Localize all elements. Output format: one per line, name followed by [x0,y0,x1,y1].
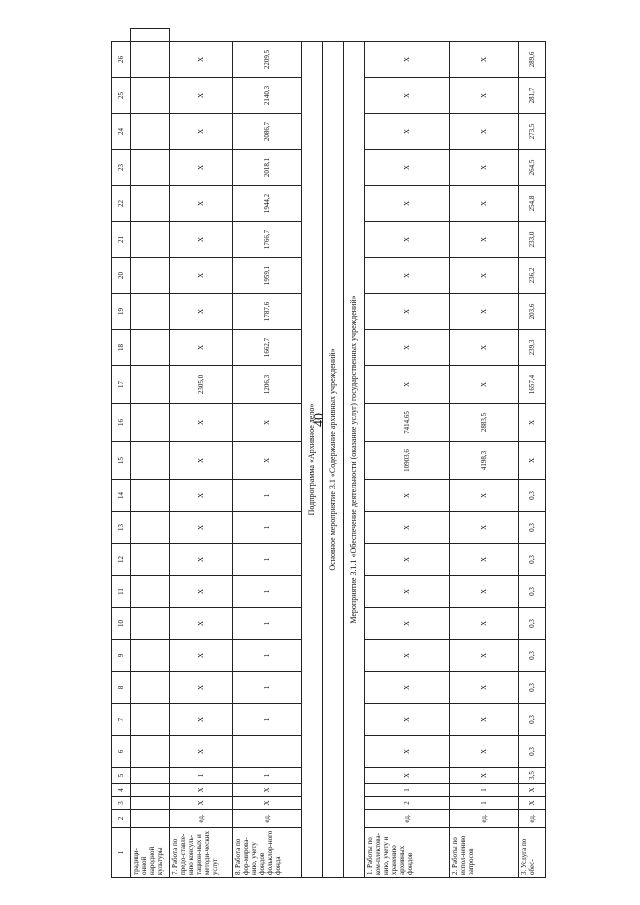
table-row [450,29,519,878]
table-cell: 0,3 [519,544,546,576]
table-cell: 0,3 [519,736,546,768]
table-cell: Х [450,330,519,366]
table-cell: 2018,1 [233,150,302,186]
table-cell: Х [450,366,519,404]
table-cell: Х [170,186,233,222]
table-cell: Х [170,404,233,442]
header-cell: 1 [112,828,131,878]
table-cell: 1 [233,640,302,672]
activity-heading-row [344,29,365,878]
header-cell: 11 [112,576,131,608]
table-row [519,29,546,878]
table-cell: Х [170,442,233,480]
table-cell: Х [365,42,450,78]
table-cell: Х [170,784,233,797]
subprogram-heading: Подпрограмма «Архивное дело» [302,42,323,878]
table-cell: Х [170,512,233,544]
table-cell [131,672,170,704]
table-cell: ед. [450,810,519,828]
table-cell: Х [365,366,450,404]
table-cell: Х [365,480,450,512]
table-cell: 203,6 [519,294,546,330]
header-cell: 7 [112,704,131,736]
table-cell: Х [365,704,450,736]
table-cell [131,576,170,608]
table-cell: Х [365,258,450,294]
table-cell: 1 [233,544,302,576]
table-cell: Х [170,480,233,512]
table-cell: 1657,4 [519,366,546,404]
table-cell: Х [365,150,450,186]
table-cell: Х [365,768,450,784]
table-cell: Х [450,704,519,736]
table-cell: 0,3 [519,480,546,512]
subprogram-heading-row [302,29,323,878]
table-cell: Х [450,672,519,704]
header-cell: 3 [112,797,131,810]
table-cell [131,736,170,768]
table-cell: Х [519,784,546,797]
table-cell: 1 [233,576,302,608]
table-cell: 1662,7 [233,330,302,366]
table-cell [233,736,302,768]
table-cell [131,442,170,480]
header-cell: 24 [112,114,131,150]
table-cell: Х [450,480,519,512]
table-cell: 1 [233,480,302,512]
page-number: 40 [312,413,327,427]
header-cell: 15 [112,442,131,480]
table-cell: 1787,6 [233,294,302,330]
table-cell: Х [519,442,546,480]
header-cell: 21 [112,222,131,258]
table-cell [131,544,170,576]
table-cell: Х [170,576,233,608]
table-cell: Х [365,640,450,672]
header-cell: 19 [112,294,131,330]
header-cell: 10 [112,608,131,640]
table-cell: 2 [365,797,450,810]
header-cell: 5 [112,768,131,784]
table-cell: Х [170,258,233,294]
table-cell [131,810,170,828]
header-cell: 18 [112,330,131,366]
main-activity-heading-row [323,29,344,878]
table-cell: Х [365,114,450,150]
table-row [131,29,170,878]
table-cell: Х [519,797,546,810]
table-cell [131,114,170,150]
table-cell: 2883,5 [450,404,519,442]
table-cell: Х [365,608,450,640]
table-cell: 2209,5 [233,42,302,78]
row-name-cell: 7. Работа по предо-ставле-нию консуль-тацион-ных и методи-ческих услуг [170,828,233,878]
table-cell: 1 [170,768,233,784]
table-cell: 3,5 [519,768,546,784]
table-cell [131,404,170,442]
table-cell: 1 [233,672,302,704]
table-cell: Х [170,544,233,576]
table-cell: Х [365,736,450,768]
table-cell: Х [450,544,519,576]
header-cell: 26 [112,42,131,78]
table-cell: ед. [170,810,233,828]
table-cell: 0,3 [519,704,546,736]
table-cell: Х [170,150,233,186]
table-cell [131,608,170,640]
row-name-cell: 3. Услуга по обес- [519,828,546,878]
table-cell: Х [365,294,450,330]
table-cell: Х [450,736,519,768]
table-cell: Х [450,114,519,150]
header-row [112,29,131,878]
table-cell [131,366,170,404]
table-cell: Х [170,330,233,366]
table-cell: 264,5 [519,150,546,186]
table-cell: Х [170,222,233,258]
table-cell: Х [365,512,450,544]
table-cell: Х [170,78,233,114]
rotated-table-container [111,28,591,878]
header-cell: 13 [112,512,131,544]
table-cell [131,222,170,258]
table-cell: 0,3 [519,672,546,704]
header-cell: 22 [112,186,131,222]
table-cell: ед. [365,810,450,828]
table-cell [131,797,170,810]
table-cell: 1944,2 [233,186,302,222]
header-cell: 8 [112,672,131,704]
table-cell: 233,0 [519,222,546,258]
table-cell: 1 [233,768,302,784]
table-row [365,29,450,878]
table-cell: Х [450,222,519,258]
table-cell [131,186,170,222]
table-cell: 1206,3 [233,366,302,404]
row-name-cell: 8. Работа по фор-мирова-нию, учету фондов фольклор-ного фонда [233,828,302,878]
table-cell: Х [170,294,233,330]
header-cell: 25 [112,78,131,114]
table-cell: Х [170,608,233,640]
row-name-cell: 1. Работы по ком-плектова-нию, учету и хранению архивных фондов [365,828,450,878]
table-cell: ед. [233,810,302,828]
row-name-cell: традици-онной народной культуры [131,828,170,878]
header-cell: 17 [112,366,131,404]
table-cell: Х [450,640,519,672]
table-cell: Х [170,42,233,78]
header-cell: 20 [112,258,131,294]
table-cell [131,294,170,330]
table-row [233,29,302,878]
table-cell: 281,7 [519,78,546,114]
table-cell [131,330,170,366]
table-cell: Х [233,797,302,810]
table-cell: 10903,6 [365,442,450,480]
table-cell: Х [365,576,450,608]
table-cell: Х [450,768,519,784]
table-cell [131,150,170,186]
table-cell [131,78,170,114]
header-cell: 9 [112,640,131,672]
header-cell: 14 [112,480,131,512]
table-cell: Х [450,258,519,294]
table-cell: Х [365,544,450,576]
table-cell: Х [450,608,519,640]
table-cell: 1 [365,784,450,797]
table-cell: 254,8 [519,186,546,222]
table-cell: 239,3 [519,330,546,366]
header-cell: 16 [112,404,131,442]
table-cell [131,480,170,512]
table-cell: Х [450,186,519,222]
table-cell: 2140,3 [233,78,302,114]
table-cell: Х [519,404,546,442]
activity-heading: Мероприятие 3.1.1 «Обеспечение деятельности (оказание услуг) государственных учреждений» [344,42,365,878]
table-cell: 2086,7 [233,114,302,150]
table-cell: 0,3 [519,512,546,544]
table-cell: 1959,1 [233,258,302,294]
table-cell: 0,3 [519,640,546,672]
table-cell: Х [450,150,519,186]
header-cell: 12 [112,544,131,576]
table-cell: 1 [450,797,519,810]
table-cell: Х [233,404,302,442]
data-table [111,28,546,878]
table-cell: Х [450,576,519,608]
table-cell: 2305,0 [170,366,233,404]
table-cell: Х [170,640,233,672]
table-row [170,29,233,878]
table-cell [131,784,170,797]
table-cell: Х [450,78,519,114]
table-cell: Х [365,330,450,366]
table-cell: 4198,3 [450,442,519,480]
table-cell: Х [170,672,233,704]
table-cell: Х [170,736,233,768]
table-cell: Х [365,78,450,114]
table-cell: 1 [233,512,302,544]
table-cell [131,704,170,736]
table-cell: 236,2 [519,258,546,294]
table-cell [131,42,170,78]
table-cell: 1 [233,704,302,736]
table-cell: ед. [519,810,546,828]
table-cell: Х [233,784,302,797]
table-cell: Х [450,294,519,330]
table-cell [131,512,170,544]
main-activity-heading: Основное мероприятие 3.1 «Содержание архивных учреждений» [323,42,344,878]
table-cell: 1 [450,784,519,797]
table-cell [131,768,170,784]
table-cell: Х [365,672,450,704]
header-cell: 23 [112,150,131,186]
header-cell: 4 [112,784,131,797]
table-cell: 289,6 [519,42,546,78]
table-cell: 0,3 [519,608,546,640]
table-cell: Х [170,704,233,736]
table-cell: 0,3 [519,576,546,608]
table-cell: Х [170,797,233,810]
header-cell: 6 [112,736,131,768]
table-cell: 7414,65 [365,404,450,442]
table-cell: 1 [233,608,302,640]
table-cell: Х [450,512,519,544]
header-cell: 2 [112,810,131,828]
table-cell [131,640,170,672]
table-cell: 1766,7 [233,222,302,258]
table-cell [131,29,170,42]
table-cell: Х [170,114,233,150]
table-cell: Х [365,186,450,222]
table-cell: Х [365,222,450,258]
row-name-cell: 2. Работы по испол-нению запросов [450,828,519,878]
table-cell: Х [450,42,519,78]
table-cell [131,258,170,294]
table-cell: Х [233,442,302,480]
table-cell: 273,5 [519,114,546,150]
